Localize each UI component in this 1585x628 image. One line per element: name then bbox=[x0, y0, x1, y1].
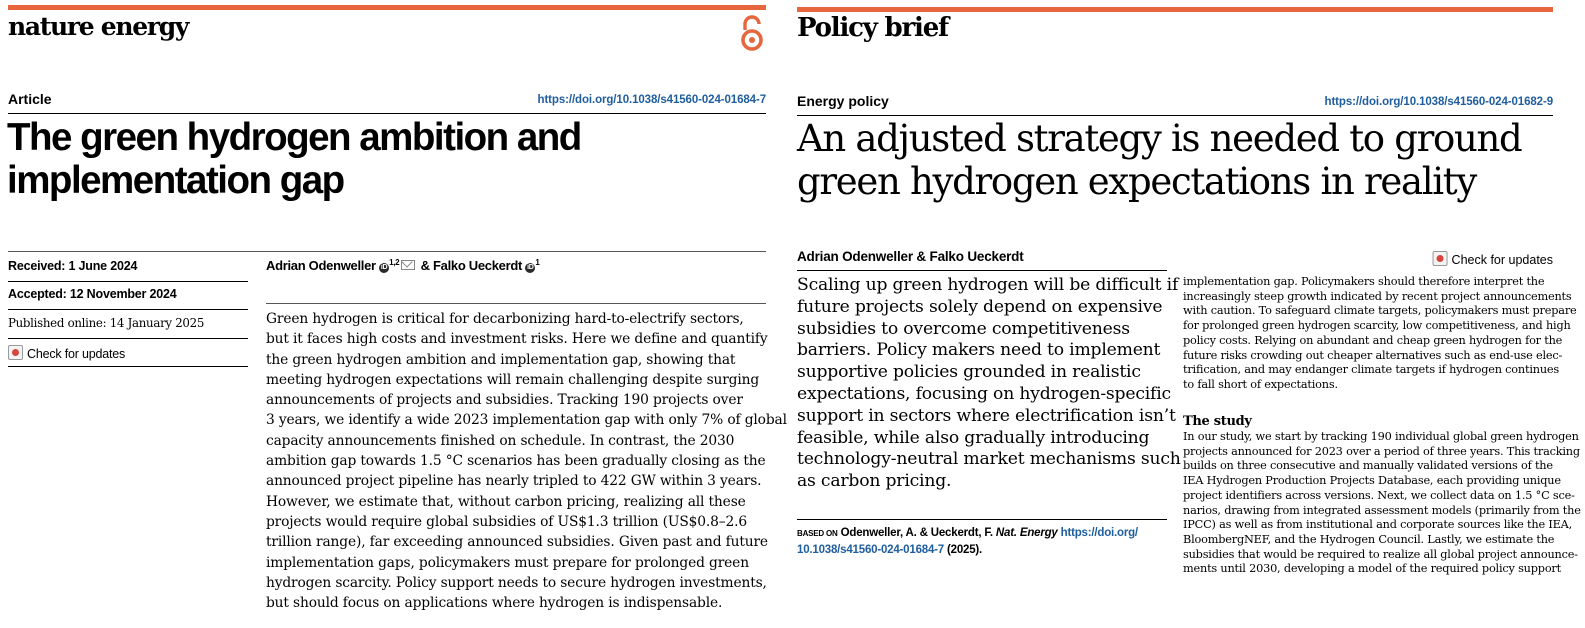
journal-name: nature energy bbox=[8, 12, 189, 41]
right-author-rule bbox=[797, 270, 1167, 271]
accepted-date: Accepted: 12 November 2024 bbox=[8, 287, 177, 301]
brief-doi-link[interactable]: https://doi.org/10.1038/s41560-024-01682-9 bbox=[1324, 96, 1553, 108]
body-line: with caution. To safeguard climate targets, policymakers must prepare bbox=[1183, 304, 1577, 318]
lead-line: barriers. Policy makers need to implement bbox=[797, 340, 1161, 361]
body-line: trification, and may endanger climate targets if hydrogen continues bbox=[1183, 363, 1559, 377]
abstract-line: but it faces high costs and investment risks. Here we define and quantify bbox=[266, 331, 768, 348]
email-icon[interactable] bbox=[401, 260, 415, 270]
open-access-icon bbox=[739, 14, 765, 52]
abstract-line: capacity announcements finished on schedule. In contrast, the 2030 bbox=[266, 432, 735, 449]
body-line: BloombergNEF, and the Hydrogen Council. Lastly, we estimate the bbox=[1183, 532, 1555, 546]
body-line: narios, drawing from integrated assessment models (primarily from the bbox=[1183, 503, 1581, 517]
lead-line: feasible, while also gradually introducing bbox=[797, 427, 1150, 448]
brief-journal-name: Policy brief bbox=[797, 13, 949, 43]
author-name[interactable]: & Falko Ueckerdt bbox=[420, 258, 523, 273]
lead-line: as carbon pricing. bbox=[797, 471, 952, 492]
left-title-rule bbox=[8, 113, 766, 114]
brief-title bbox=[797, 117, 1521, 203]
lead-line: support in sectors where electrification isn’t bbox=[797, 405, 1176, 426]
lead-line: supportive policies grounded in realistic bbox=[797, 362, 1141, 383]
body-line: future risks crowding out cheaper alternatives such as end-use elec- bbox=[1183, 348, 1563, 362]
based-on-citation bbox=[797, 525, 1138, 558]
abstract-line: However, we estimate that, without carbon pricing, realizing all these bbox=[266, 493, 746, 510]
citation-year: (2025). bbox=[947, 544, 983, 556]
article-title-line-1: The green hydrogen ambition and bbox=[7, 116, 581, 159]
body-column-intro bbox=[1183, 275, 1577, 393]
article-doi-link[interactable]: https://doi.org/10.1038/s41560-024-01684-7 bbox=[537, 94, 766, 106]
check-updates-button[interactable] bbox=[8, 345, 125, 361]
author-affiliation: 1,2 bbox=[389, 258, 400, 267]
body-line: project identifiers across versions. Next, we collect data on 1.5 °C sce- bbox=[1183, 488, 1575, 502]
citation-doi-link[interactable]: 10.1038/s41560-024-01684-7 bbox=[797, 544, 944, 556]
check-updates-icon bbox=[8, 345, 23, 360]
based-on-rule bbox=[797, 519, 1167, 520]
abstract bbox=[266, 309, 787, 613]
abstract-rule bbox=[266, 303, 766, 304]
meta-divider bbox=[8, 281, 248, 282]
abstract-line: projects would require global subsidies of US$1.3 trillion (US$0.8–2.6 bbox=[266, 513, 748, 530]
lead-line: Scaling up green hydrogen will be difficult if bbox=[797, 275, 1179, 295]
citation-doi-link[interactable]: https://doi.org/ bbox=[1060, 527, 1138, 539]
meta-divider bbox=[8, 309, 248, 310]
abstract-line: meeting hydrogen expectations will remain challenging despite surging bbox=[266, 371, 760, 388]
abstract-line: announced project pipeline has nearly tripled to 422 GW within 3 years. bbox=[266, 473, 762, 490]
lead-line: technology-neutral market mechanisms such bbox=[797, 449, 1181, 470]
brief-authors[interactable]: Adrian Odenweller & Falko Ueckerdt bbox=[797, 249, 1024, 264]
abstract-line: hydrogen scarcity. Policy support needs to secure hydrogen investments, bbox=[266, 574, 767, 591]
body-line: subsidies that would be required to realize all global project announce- bbox=[1183, 547, 1578, 561]
body-line: builds on three consecutive and manually validated versions of the bbox=[1183, 459, 1553, 473]
article-title bbox=[7, 116, 581, 202]
abstract-line: trillion range), far exceeding announced subsidies. Given past and future bbox=[266, 534, 768, 551]
published-date: Published online: 14 January 2025 bbox=[8, 316, 205, 330]
brief-check-updates-button[interactable] bbox=[1433, 251, 1553, 267]
body-column-study bbox=[1183, 430, 1581, 577]
body-line: implementation gap. Policymakers should therefore interpret the bbox=[1183, 275, 1545, 288]
author-list bbox=[266, 258, 540, 273]
brief-title-line-2: green hydrogen expectations in reality bbox=[797, 160, 1476, 203]
received-date: Received: 1 June 2024 bbox=[8, 259, 138, 273]
abstract-line: but should focus on applications where hydrogen is indispensable. bbox=[266, 595, 723, 612]
left-meta-rule bbox=[8, 251, 766, 252]
based-on-label: BASED ON bbox=[797, 529, 838, 538]
lead-paragraph bbox=[797, 275, 1181, 493]
abstract-line: the green hydrogen ambition and implementation gap, showing that bbox=[266, 351, 736, 368]
citation-journal: Nat. Energy bbox=[995, 527, 1058, 539]
check-updates-label: Check for updates bbox=[27, 347, 126, 361]
brief-title-line-1: An adjusted strategy is needed to ground bbox=[797, 117, 1522, 160]
abstract-line: Green hydrogen is critical for decarbonizing hard-to-electrify sectors, bbox=[266, 311, 744, 327]
body-line: for prolonged green hydrogen scarcity, low competitiveness, and high bbox=[1183, 319, 1571, 333]
body-line: policy costs. Relying on abundant and cheap green hydrogen for the bbox=[1183, 333, 1563, 347]
orcid-icon[interactable]: iD bbox=[380, 264, 388, 271]
body-line: projects announced for 2023 over a period of three years. This tracking bbox=[1183, 444, 1580, 458]
body-line: IPCC) as well as from institutional and corporate sources like the IEA, bbox=[1183, 518, 1572, 532]
left-orange-bar bbox=[8, 5, 766, 10]
abstract-line: announcements of projects and subsidies. Tracking 190 projects over bbox=[266, 392, 743, 409]
citation-authors: Odenweller, A. & Ueckerdt, F. bbox=[840, 527, 993, 539]
body-line: In our study, we start by tracking 190 individual global green hydrogen bbox=[1183, 430, 1579, 443]
orcid-icon[interactable]: iD bbox=[527, 264, 534, 271]
article-title-line-2: implementation gap bbox=[7, 159, 344, 202]
author-name[interactable]: Adrian Odenweller bbox=[266, 258, 376, 273]
article-type: Article bbox=[8, 91, 52, 107]
right-orange-bar bbox=[797, 7, 1553, 12]
brief-section: Energy policy bbox=[797, 93, 889, 109]
meta-divider bbox=[8, 338, 248, 339]
author-affiliation: 1 bbox=[535, 258, 540, 267]
lead-line: future projects solely depend on expensive bbox=[797, 296, 1163, 317]
body-line: increasingly steep growth indicated by recent project announcements bbox=[1183, 289, 1572, 303]
right-title-rule bbox=[797, 115, 1553, 116]
lead-line: expectations, focusing on hydrogen-specific bbox=[797, 383, 1171, 404]
lead-line: subsidies to overcome competitiveness bbox=[797, 318, 1130, 339]
abstract-line: 3 years, we identify a wide 2023 implementation gap with only 7% of global bbox=[266, 412, 787, 429]
study-heading: The study bbox=[1183, 414, 1252, 429]
check-updates-label: Check for updates bbox=[1451, 253, 1553, 267]
abstract-line: implementation gaps, policymakers must prepare for prolonged green bbox=[266, 554, 749, 571]
body-line: IEA Hydrogen Production Projects Database, each providing unique bbox=[1183, 474, 1561, 488]
abstract-line: ambition gap towards 1.5 °C scenarios has been gradually closing as the bbox=[266, 453, 766, 470]
body-line: to fall short of expectations. bbox=[1183, 377, 1338, 391]
check-updates-icon bbox=[1433, 251, 1448, 266]
body-line: ments until 2030, developing a model of the required policy support bbox=[1183, 562, 1561, 576]
meta-divider bbox=[8, 366, 248, 367]
